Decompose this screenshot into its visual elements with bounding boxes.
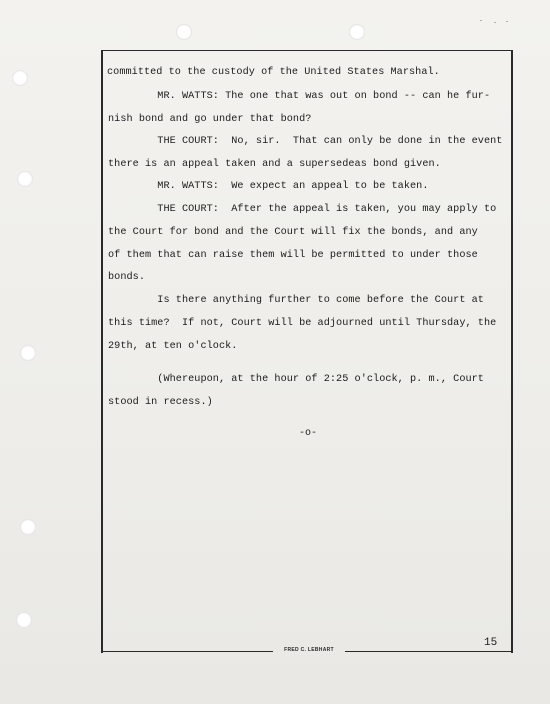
- paper-speck: [494, 22, 496, 23]
- text-line: THE COURT: No, sir. That can only be done in the event: [108, 136, 503, 147]
- text-line: of them that can raise them will be permitted to under those: [108, 250, 478, 261]
- text-line: nish bond and go under that bond?: [108, 114, 312, 125]
- reporter-name: FRED C. LEBHART: [284, 647, 334, 653]
- text-line: the Court for bond and the Court will fix the bonds, and any: [108, 227, 478, 238]
- text-line: Is there anything further to come before the Court at: [108, 295, 484, 306]
- text-line: (Whereupon, at the hour of 2:25 o'clock, p. m., Court: [108, 374, 484, 385]
- paper-speck: [480, 20, 482, 21]
- punch-hole-side-3: [20, 345, 36, 361]
- punch-hole-side-2: [17, 171, 33, 187]
- page-number: 15: [484, 637, 498, 649]
- text-line: stood in recess.): [108, 397, 213, 408]
- punch-hole-side-1: [12, 70, 28, 86]
- text-line: MR. WATTS: The one that was out on bond -- can he fur-: [108, 91, 491, 102]
- text-line: 29th, at ten o'clock.: [108, 341, 238, 352]
- text-line: this time? If not, Court will be adjourned until Thursday, the: [108, 318, 497, 329]
- end-of-proceedings-mark: -o-: [299, 428, 318, 439]
- paper-speck: [506, 21, 508, 22]
- text-line: THE COURT: After the appeal is taken, you may apply to: [108, 204, 497, 215]
- transcript-border-bottom-right: [345, 651, 513, 652]
- text-line: MR. WATTS: We expect an appeal to be taken.: [108, 181, 429, 192]
- punch-hole-side-4: [20, 519, 36, 535]
- punch-hole-top-right: [349, 24, 365, 40]
- text-line: there is an appeal taken and a supersedeas bond given.: [108, 159, 441, 170]
- text-line: bonds.: [108, 272, 145, 283]
- transcript-border-bottom-left: [101, 651, 273, 652]
- text-line: committed to the custody of the United States Marshal.: [107, 67, 440, 78]
- punch-hole-side-5: [16, 612, 32, 628]
- punch-hole-top-left: [176, 24, 192, 40]
